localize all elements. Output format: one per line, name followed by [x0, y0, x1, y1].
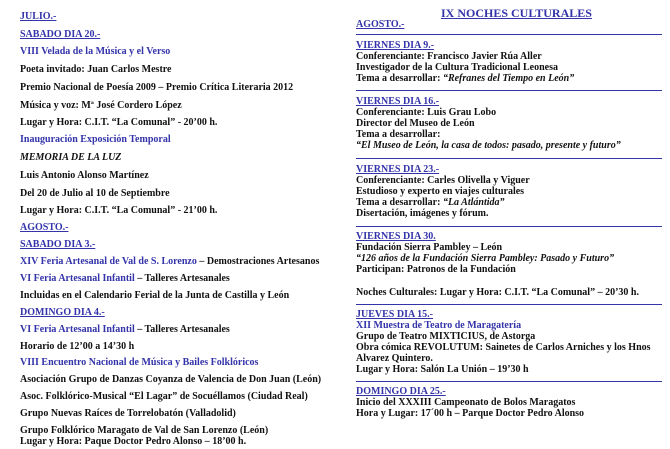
calendar-line: Incluidas en el Calendario Ferial de la Junta de Castilla y León: [20, 290, 290, 301]
speaker-role: Investigador de la Cultura Tradicional Leonesa: [356, 62, 558, 73]
day-heading-sabado-20: SABADO DIA 20.-: [20, 29, 101, 40]
theatre-group: Grupo de Teatro MIXTICIUS, de Astorga: [356, 331, 536, 342]
day-heading-viernes-23: VIERNES DIA 23.-: [356, 164, 440, 175]
artist-line: Luis Antonio Alonso Martínez: [20, 170, 149, 181]
day-heading-viernes-9: VIERNES DIA 9.-: [356, 40, 435, 51]
exhibition-name: MEMORIA DE LA LUZ: [20, 152, 122, 163]
venue-time-line: Lugar y Hora: Salón La Unión – 19’30 h: [356, 364, 529, 375]
venue-time-line: Lugar y Hora: Paque Doctor Pedro Alonso – 18’00 h.: [20, 436, 247, 447]
fair-line-vi: [20, 273, 230, 285]
speaker-role: Director del Museo de León: [356, 118, 475, 129]
topic-label: Tema a desarrollar:: [356, 197, 443, 208]
fair-detail: – Talleres Artesanales: [134, 273, 230, 284]
day-heading-jueves-15: JUEVES DIA 15.-: [356, 309, 433, 320]
divider: [356, 90, 662, 91]
award-line: Premio Nacional de Poesía 2009 – Premio Crítica Literaria 2012: [20, 82, 294, 93]
championship-line: Inicio del XXXIII Campeonato de Bolos Maragatos: [356, 397, 576, 408]
divider: [356, 304, 662, 305]
month-heading-julio: JULIO.-: [20, 11, 57, 22]
poet-line: Poeta invitado: Juan Carlos Mestre: [20, 64, 172, 75]
speaker-line: Conferenciante: Francisco Javier Rúa Aller: [356, 51, 542, 62]
day-heading-domingo-25: DOMINGO DIA 25.-: [356, 386, 446, 397]
fair-title: XIV Feria Artesanal de Val de S. Lorenzo: [20, 256, 197, 267]
fair-detail: – Demostraciones Artesanos: [196, 256, 320, 267]
theatre-title: XII Muestra de Teatro de Maragatería: [356, 320, 522, 331]
fair-title: VI Feria Artesanal Infantil: [20, 324, 135, 335]
divider: [356, 381, 662, 382]
topic-title: “Refranes del Tiempo en León”: [442, 73, 575, 84]
day-heading-domingo-4: DOMINGO DIA 4.-: [20, 307, 105, 318]
venue-time-line: Hora y Lugar: 17´00 h – Parque Doctor Pedro Alonso: [356, 408, 585, 419]
play-line: Obra cómica REVOLUTUM: Sainetes de Carlos Arniches y los Hnos: [356, 342, 651, 353]
topic-label: Tema a desarrollar:: [356, 73, 443, 84]
fair-title: VI Feria Artesanal Infantil: [20, 273, 135, 284]
topic-line: [356, 73, 574, 85]
month-heading-agosto: AGOSTO.-: [20, 222, 69, 233]
divider: [356, 226, 662, 227]
fair-line-xiv: [20, 256, 319, 268]
month-heading-agosto: AGOSTO.-: [356, 19, 405, 30]
play-authors: Alvarez Quintero.: [356, 353, 433, 364]
dates-line: Del 20 de Julio al 10 de Septiembre: [20, 188, 170, 199]
venue-time-line: Lugar y Hora: C.I.T. “La Comunal” - 20’00 h.: [20, 117, 218, 128]
exhibition-title: Inauguración Exposición Temporal: [20, 134, 171, 145]
schedule-line: Horario de 12’00 a 14’30 h: [20, 341, 135, 352]
group-line: Grupo Nuevas Raíces de Torrelobatón (Valladolid): [20, 408, 236, 419]
fair-detail: – Talleres Artesanales: [134, 324, 230, 335]
day-heading-viernes-16: VIERNES DIA 16.-: [356, 96, 440, 107]
divider: [356, 34, 662, 35]
venue-time-line: Lugar y Hora: C.I.T. “La Comunal” - 21’00 h.: [20, 205, 218, 216]
divider: [356, 158, 662, 159]
event-title-velada: VIII Velada de la Música y el Verso: [20, 46, 171, 57]
venue-time-line: Noches Culturales: Lugar y Hora: C.I.T. “La Comunal” – 20’30 h.: [356, 287, 639, 298]
speaker-line: Conferenciante: Luis Grau Lobo: [356, 107, 497, 118]
participants-line: Participan: Patronos de la Fundación: [356, 264, 516, 275]
topic-title: “126 años de la Fundación Sierra Pambley: Pasado y Futuro”: [356, 253, 615, 264]
speaker-role: Estudioso y experto en viajes culturales: [356, 186, 525, 197]
topic-title: “La Atlántida”: [442, 197, 505, 208]
day-heading-sabado-3: SABADO DIA 3.-: [20, 239, 96, 250]
group-line: Grupo Folklórico Maragato de Val de San Lorenzo (León): [20, 425, 269, 436]
group-line: Asoc. Folklórico-Musical “El Lagar” de Socuéllamos (Ciudad Real): [20, 391, 308, 402]
foundation-line: Fundación Sierra Pambley – León: [356, 242, 503, 253]
day-heading-viernes-30: VIERNES DIA 30.: [356, 231, 436, 242]
format-line: Disertación, imágenes y fórum.: [356, 208, 489, 219]
group-line: Asociación Grupo de Danzas Coyanza de Valencia de Don Juan (León): [20, 374, 322, 385]
speaker-line: Conferenciante: Carles Olivella y Viguer: [356, 175, 530, 186]
topic-label: Tema a desarrollar:: [356, 129, 441, 140]
page-title: IX NOCHES CULTURALES: [441, 6, 592, 20]
topic-title: “El Museo de León, la casa de todos: pasado, presente y futuro”: [356, 140, 621, 151]
fair-line-vi-2: [20, 324, 230, 336]
music-line: Música y voz: Mª José Cordero López: [20, 100, 182, 111]
folk-meeting-title: VIII Encuentro Nacional de Música y Bailes Folklóricos: [20, 357, 259, 368]
